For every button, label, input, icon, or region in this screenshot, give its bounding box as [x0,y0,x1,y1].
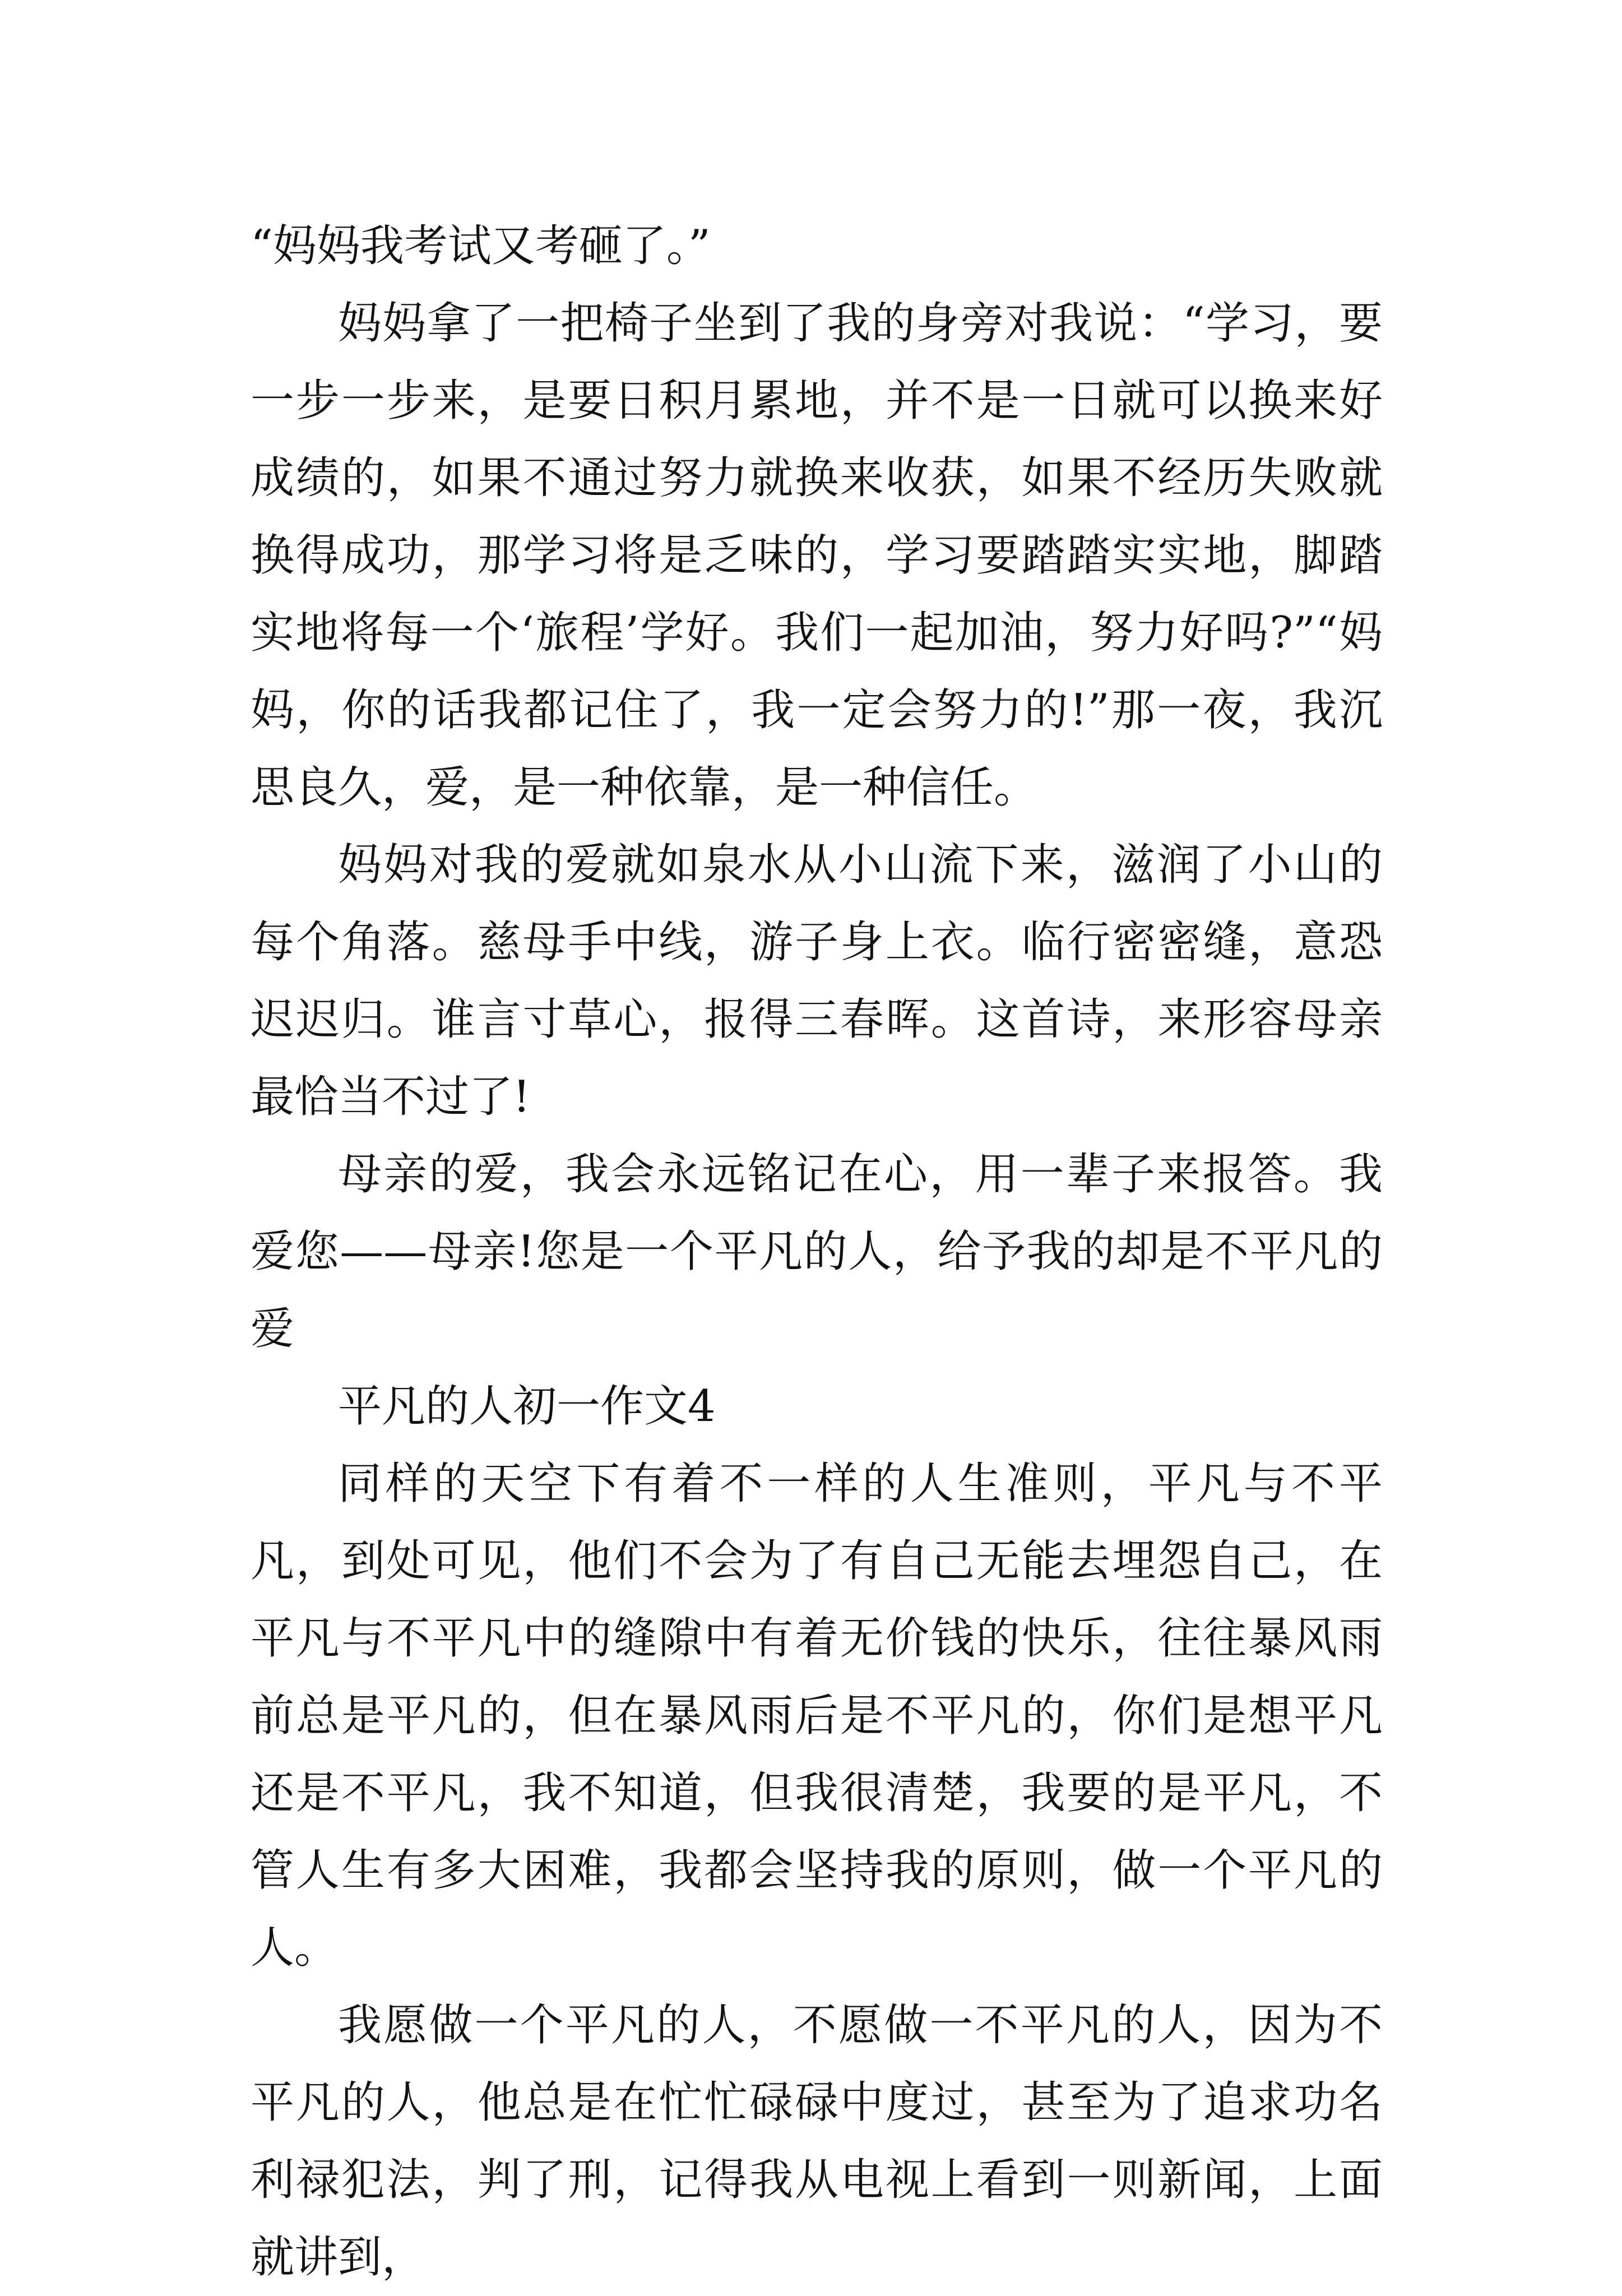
paragraph-2: 妈妈拿了一把椅子坐到了我的身旁对我说：“学习，要一步一步来，是要日积月累地，并不是一日就可以换来好成绩的，如果不通过努力就换来收获，如果不经历失败就换得成功，那学习将是乏味的，学习要踏踏实实地，脚踏实地将每一个‘旅程’学好。我们一起加油，努力好吗?”“妈妈，你的话我都记住了，我一定会努力的!”那一夜，我沉思良久，爱，是一种依靠，是一种信任。 [251,298,1383,813]
paragraph-5: 同样的天空下有着不一样的人生准则，平凡与不平凡，到处可见，他们不会为了有自己无能去埋怨自己，在平凡与不平凡中的缝隙中有着无价钱的快乐，往往暴风雨前总是平凡的，但在暴风雨后是不平凡的，你们是想平凡还是不平凡，我不知道，但我很清楚，我要的是平凡，不管人生有多大困难，我都会坚持我的原则，做一个平凡的人。 [251,1459,1383,1973]
paragraph-1: “妈妈我考试又考砸了。” [251,221,711,271]
paragraph-3: 妈妈对我的爱就如泉水从小山流下来，滋润了小山的每个角落。慈母手中线，游子身上衣。临行密密缝，意恐迟迟归。谁言寸草心，报得三春晖。这首诗，来形容母亲最恰当不过了! [251,840,1383,1122]
paragraph-6: 我愿做一个平凡的人，不愿做一不平凡的人，因为不平凡的人，他总是在忙忙碌碌中度过，甚至为了追求功名利禄犯法，判了刑，记得我从电视上看到一则新闻，上面就讲到， [251,2000,1383,2283]
document-body [251,207,1383,2296]
section-heading: 平凡的人初一作文4 [338,1381,716,1432]
paragraph-4: 母亲的爱，我会永远铭记在心，用一辈子来报答。我爱您——母亲!您是一个平凡的人，给予我的却是不平凡的爱 [251,1149,1383,1354]
